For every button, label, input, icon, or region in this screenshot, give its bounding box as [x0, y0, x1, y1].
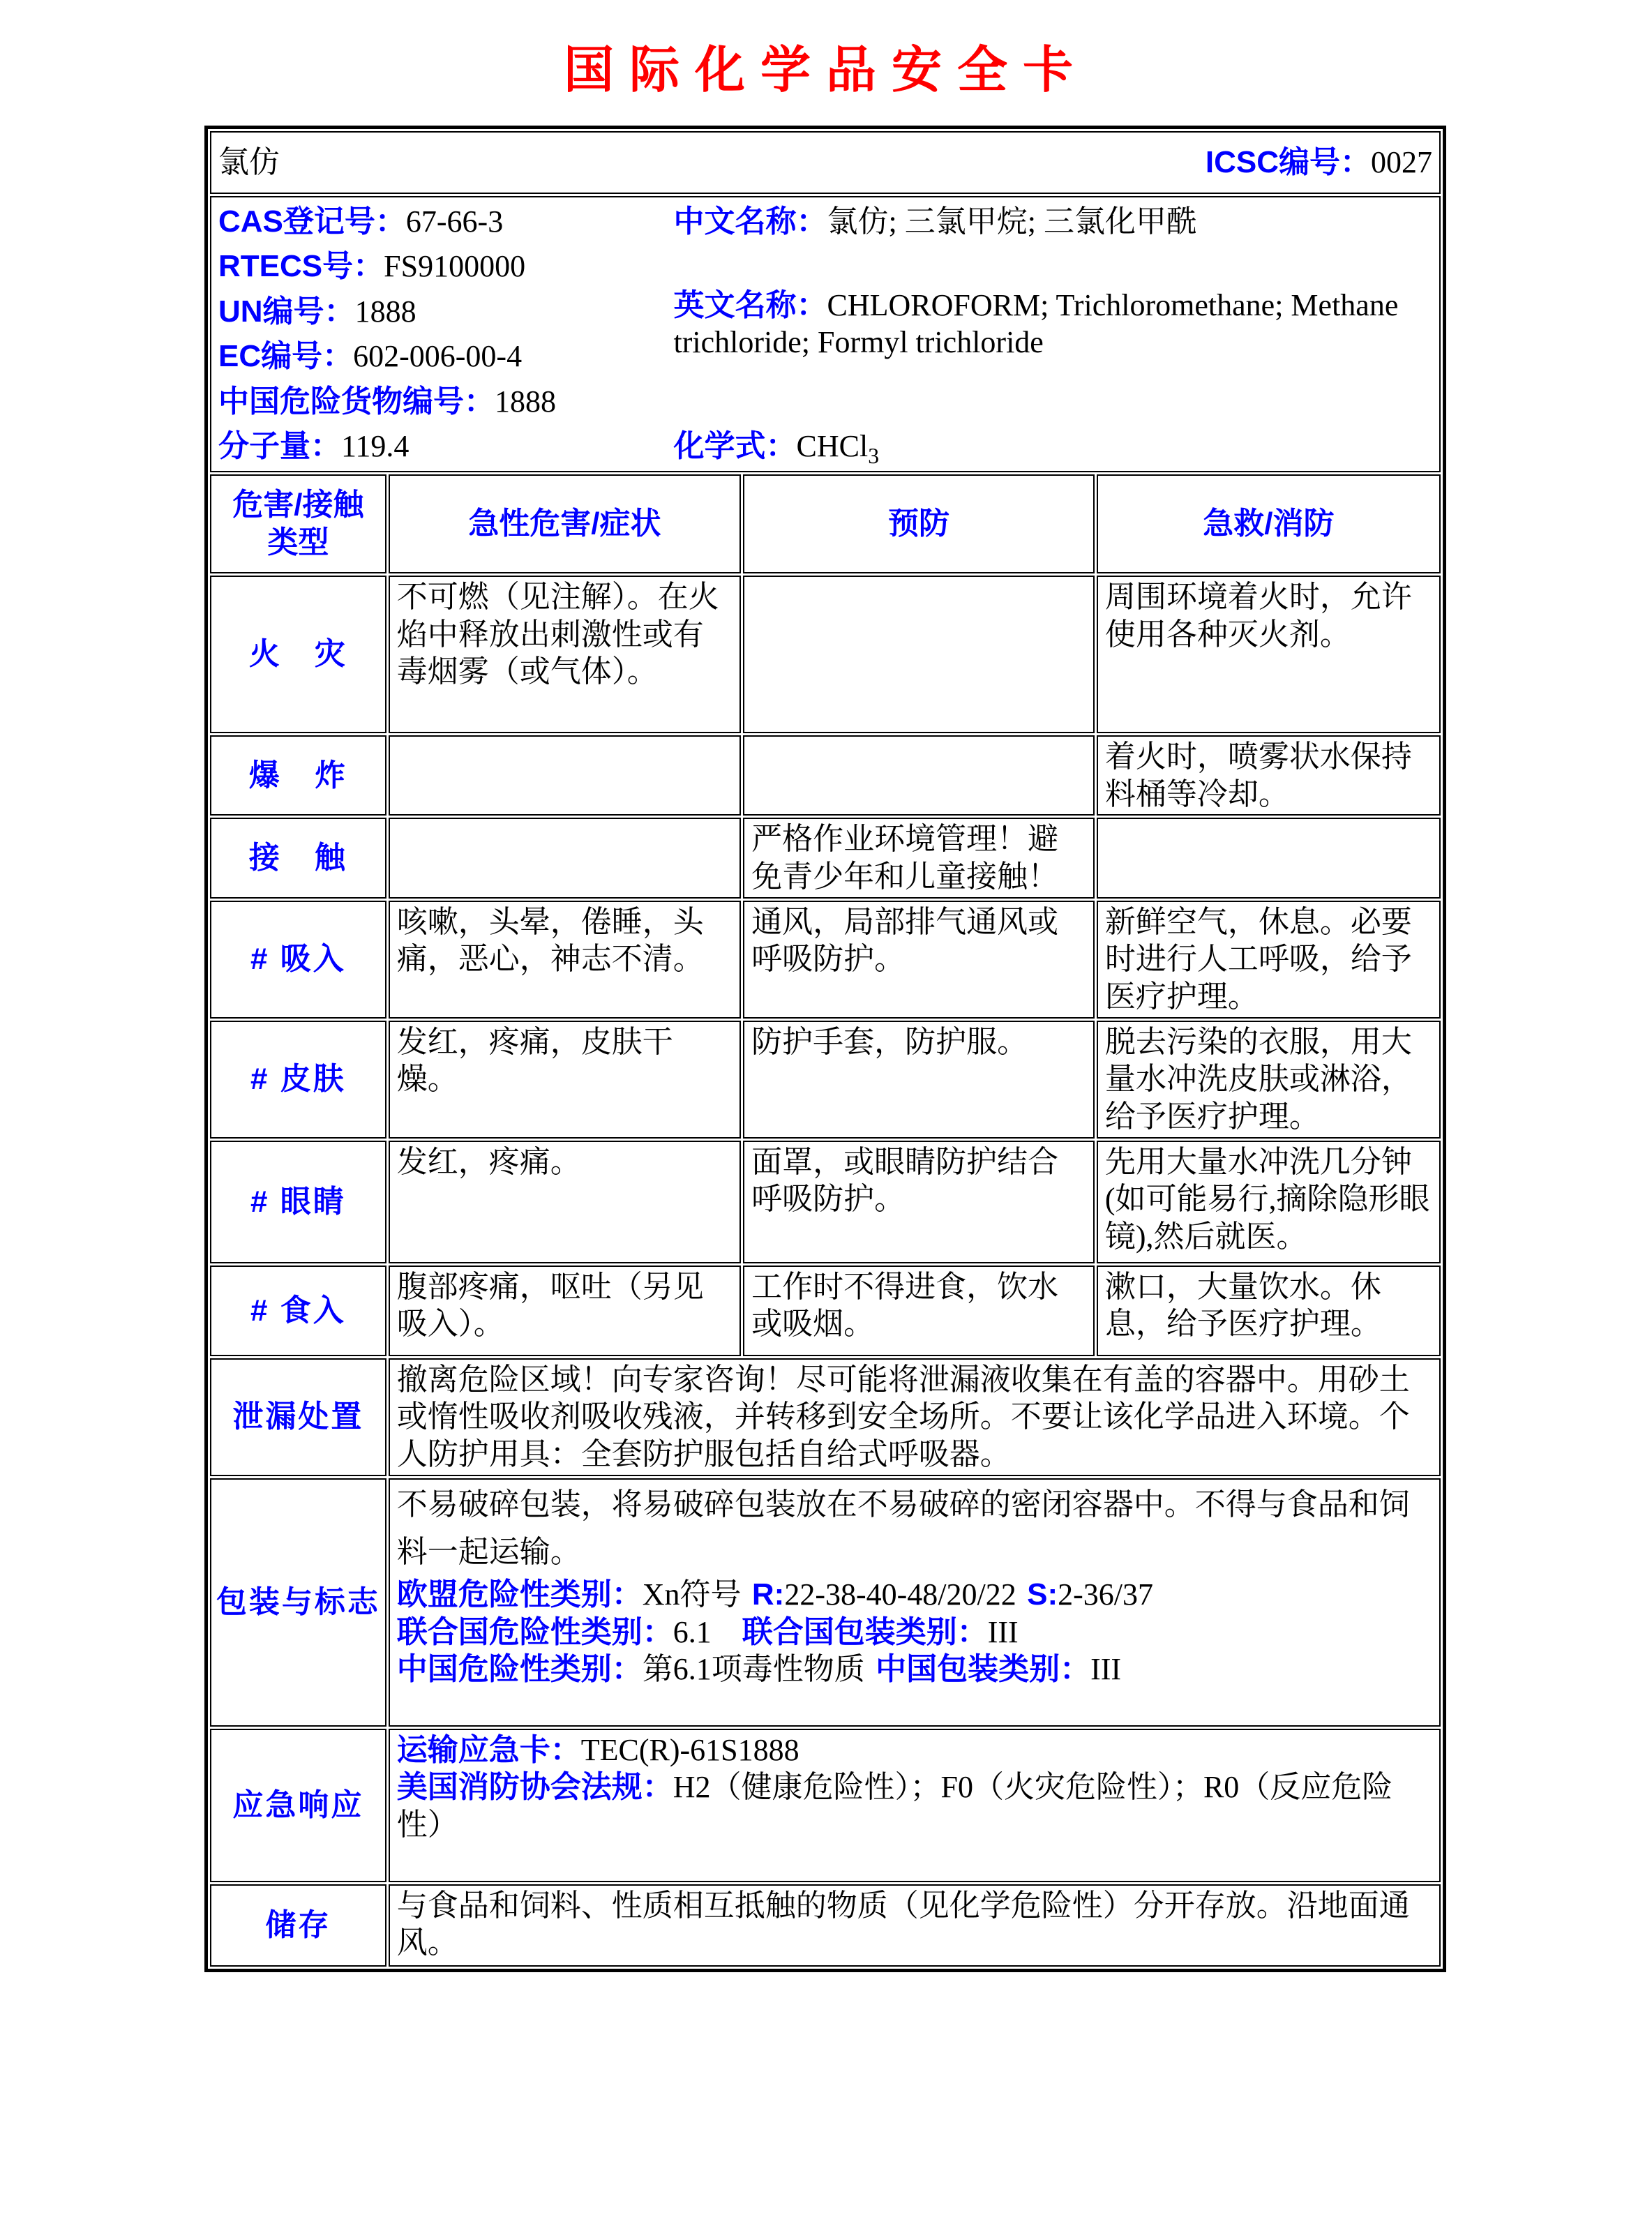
packaging-label: 包装与标志 [210, 1478, 386, 1727]
molecular-weight-line [218, 428, 674, 465]
english-name-line [674, 287, 1433, 361]
un-classification-value: 6.1 [673, 1614, 712, 1649]
un-number-line [218, 293, 674, 331]
hazard-type-ingestion: # 食入 [210, 1266, 386, 1356]
ingestion-prevention: 工作时不得进食，饮水或吸烟。 [743, 1266, 1095, 1356]
icsc-number-group [1206, 144, 1432, 181]
un-classification-label: 联合国危险性类别： [396, 1614, 673, 1649]
icsc-number: 0027 [1371, 145, 1432, 180]
storage-row [210, 1884, 1441, 1967]
contact-prevention: 严格作业环境管理！避免青少年和儿童接触！ [743, 818, 1095, 898]
china-dg-number-line [218, 383, 674, 421]
r-phrases-value: 22-38-40-48/20/22 [784, 1577, 1016, 1612]
eyes-first-aid: 先用大量水冲洗几分钟(如可能易行,摘除隐形眼镜),然后就医。 [1097, 1141, 1441, 1263]
hazard-row-fire [210, 576, 1441, 733]
eu-symbol: Xn符号 [642, 1577, 742, 1612]
fire-symptoms: 不可燃（见注解）。在火焰中释放出刺激性或有毒烟雾（或气体）。 [389, 576, 741, 733]
fire-first-aid: 周围环境着火时，允许使用各种灭火剂。 [1097, 576, 1441, 733]
packaging-row [210, 1478, 1441, 1727]
transport-card-label: 运输应急卡： [396, 1732, 581, 1767]
cn-classification-label: 中国危险性类别： [396, 1652, 643, 1687]
english-name-value: CHLOROFORM; Trichloromethane; Methane trichloride; Formyl trichloride [673, 287, 1399, 360]
ec-number-value: 602-006-00-4 [353, 339, 523, 374]
english-name-label: 英文名称： [673, 287, 827, 322]
formula-value: CHCl [796, 429, 869, 464]
identification-cell [210, 196, 1441, 472]
s-phrases-value: 2-36/37 [1058, 1577, 1154, 1612]
hazard-row-contact [210, 818, 1441, 898]
hazard-row-explosion [210, 735, 1441, 816]
explosion-symptoms [389, 735, 741, 816]
rtecs-number-line [218, 248, 674, 285]
eyes-prevention: 面罩，或眼睛防护结合呼吸防护。 [743, 1141, 1095, 1263]
transport-card-line [397, 1732, 1432, 1769]
card-name-row [210, 131, 1441, 194]
storage-text: 与食品和饲料、性质相互抵触的物质（见化学危险性）分开存放。沿地面通风。 [389, 1884, 1441, 1967]
identification-left-column [218, 199, 674, 470]
hazard-type-contact: 接 触 [210, 818, 386, 898]
hazard-type-skin: # 皮肤 [210, 1021, 386, 1139]
header-hazard-type-line2: 类型 [267, 525, 329, 560]
hazard-type-inhalation: # 吸入 [210, 901, 386, 1019]
emergency-content [389, 1729, 1441, 1882]
spill-row [210, 1358, 1441, 1476]
spill-text: 撤离危险区域！向专家咨询！尽可能将泄漏液收集在有盖的容器中。用砂土或惰性吸收剂吸收残液，并转移到安全场所。不要让该化学品进入环境。个人防护用具：全套防护服包括自给式呼吸器。 [389, 1358, 1441, 1476]
chinese-name-value: 氯仿; 三氯甲烷; 三氯化甲酰 [827, 204, 1197, 239]
emergency-label: 应急响应 [210, 1729, 386, 1882]
un-number-label: UN编号： [218, 294, 355, 329]
explosion-prevention [743, 735, 1095, 816]
nfpa-value: H2（健康危险性）；F0（火灾危险性）；R0（反应危险性） [396, 1770, 1393, 1842]
s-phrases-label: S: [1027, 1577, 1058, 1612]
header-first-aid: 急救/消防 [1097, 474, 1441, 573]
inhalation-first-aid: 新鲜空气，休息。必要时进行人工呼吸，给予医疗护理。 [1097, 901, 1441, 1019]
emergency-row [210, 1729, 1441, 1882]
inhalation-prevention: 通风，局部排气通风或呼吸防护。 [743, 901, 1095, 1019]
card-name-cell [210, 131, 1441, 194]
formula-line [673, 428, 1433, 469]
cn-classification-value: 第6.1项毒性物质 [642, 1652, 865, 1687]
hazard-row-skin [210, 1021, 1441, 1139]
molecular-weight-label: 分子量： [218, 429, 341, 464]
hazard-row-ingestion [210, 1266, 1441, 1356]
rtecs-number-label: RTECS号： [218, 249, 384, 284]
eyes-symptoms: 发红，疼痛。 [389, 1141, 741, 1263]
header-acute-hazards: 急性危害/症状 [389, 474, 741, 573]
formula-subscript: 3 [868, 444, 880, 469]
eu-classification-line [397, 1576, 1432, 1614]
spill-label: 泄漏处置 [210, 1358, 386, 1476]
page-title: 国际化学品安全卡 [563, 43, 1088, 98]
identification-row [210, 196, 1441, 472]
chinese-name-label: 中文名称： [673, 204, 827, 239]
cas-number-value: 67-66-3 [405, 204, 504, 239]
packaging-intro: 不易破碎包装，将易破碎包装放在不易破碎的密闭容器中。不得与食品和饲料一起运输。 [396, 1487, 1410, 1569]
skin-first-aid: 脱去污染的衣服，用大量水冲洗皮肤或淋浴，给予医疗护理。 [1097, 1021, 1441, 1139]
skin-symptoms: 发红，疼痛，皮肤干燥。 [389, 1021, 741, 1139]
r-phrases-label: R: [751, 1577, 785, 1612]
cn-packing-label: 中国包装类别： [876, 1652, 1091, 1687]
hazard-type-eyes: # 眼睛 [210, 1141, 386, 1263]
cn-classification-line [397, 1651, 1432, 1688]
icsc-label: ICSC编号： [1205, 145, 1371, 180]
nfpa-label: 美国消防协会法规： [396, 1770, 673, 1805]
un-number-value: 1888 [354, 294, 416, 329]
china-dg-number-label: 中国危险货物编号： [218, 384, 495, 419]
contact-first-aid [1097, 818, 1441, 898]
ingestion-symptoms: 腹部疼痛，呕吐（另见吸入）。 [389, 1266, 741, 1356]
rtecs-number-value: FS9100000 [384, 249, 526, 284]
formula-label: 化学式： [673, 429, 797, 464]
hazard-header-row [210, 474, 1441, 573]
ec-number-line [218, 338, 674, 375]
contact-symptoms [389, 818, 741, 898]
skin-prevention: 防护手套，防护服。 [743, 1021, 1095, 1139]
hazard-row-inhalation [210, 901, 1441, 1019]
header-hazard-type [210, 474, 386, 573]
eu-classification-label: 欧盟危险性类别： [396, 1577, 643, 1612]
ingestion-first-aid: 漱口，大量饮水。休息，给予医疗护理。 [1097, 1266, 1441, 1356]
chinese-name-line [674, 203, 1433, 241]
storage-label: 储存 [210, 1884, 386, 1967]
un-classification-line [397, 1614, 1432, 1651]
hazard-type-fire: 火 灾 [210, 576, 386, 733]
transport-card-value: TEC(R)-61S1888 [580, 1732, 799, 1767]
un-packing-value: III [987, 1614, 1019, 1649]
packaging-content [389, 1478, 1441, 1727]
nfpa-line [397, 1768, 1432, 1843]
header-prevention: 预防 [743, 474, 1095, 573]
cn-packing-value: III [1090, 1652, 1122, 1687]
fire-prevention [743, 576, 1095, 733]
un-packing-label: 联合国包装类别： [742, 1614, 988, 1649]
inhalation-symptoms: 咳嗽，头晕，倦睡，头痛，恶心，神志不清。 [389, 901, 741, 1019]
safety-card-table [204, 126, 1446, 1972]
cas-number-label: CAS登记号： [218, 204, 406, 239]
hazard-row-eyes [210, 1141, 1441, 1263]
explosion-first-aid: 着火时，喷雾状水保持料桶等冷却。 [1097, 735, 1441, 816]
cas-number-line [218, 203, 674, 241]
header-hazard-type-line1: 危害/接触 [232, 488, 364, 523]
china-dg-number-value: 1888 [495, 384, 556, 419]
ec-number-label: EC编号： [218, 339, 354, 374]
identification-right-column [674, 199, 1433, 470]
molecular-weight-value: 119.4 [341, 429, 410, 464]
substance-name: 氯仿 [218, 145, 280, 180]
hazard-type-explosion: 爆 炸 [210, 735, 386, 816]
